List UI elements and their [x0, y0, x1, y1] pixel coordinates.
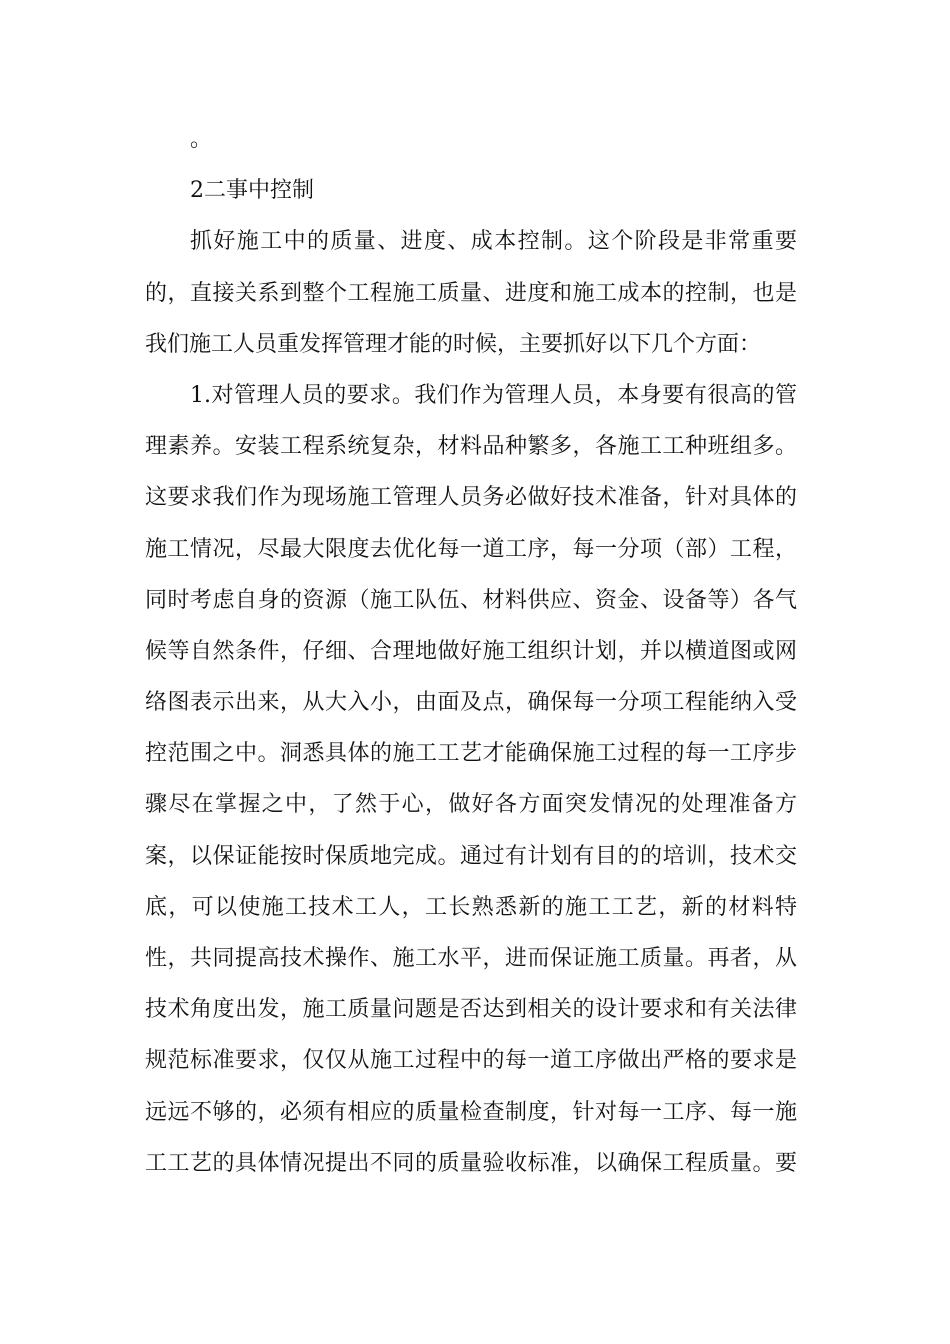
text-line: 的，直接关系到整个工程施工质量、进度和施工成本的控制，也是 [145, 280, 797, 306]
text-line: 理素养。安装工程系统复杂，材料品种繁多，各施工工种班组多。 [145, 434, 797, 460]
text-line: 。 [190, 127, 213, 152]
text-line: 规范标准要求，仅仅从施工过程中的每一道工序做出严格的要求是 [145, 1048, 797, 1074]
text-line: 这要求我们作为现场施工管理人员务必做好技术准备，针对具体的 [145, 485, 797, 511]
text-line: 工工艺的具体情况提出不同的质量验收标准，以确保工程质量。要 [145, 1150, 797, 1176]
text-line: 控范围之中。洞悉具体的施工工艺才能确保施工过程的每一工序步 [145, 741, 797, 767]
text-line: 底，可以使施工技术工人，工长熟悉新的施工工艺，新的材料特 [145, 894, 797, 920]
section-heading: 2二事中控制 [190, 178, 314, 204]
text-line: 技术角度出发，施工质量问题是否达到相关的设计要求和有关法律 [145, 997, 797, 1023]
text-line: 案，以保证能按时保质地完成。通过有计划有目的的培训，技术交 [145, 843, 797, 869]
text-line: 远远不够的，必须有相应的质量检查制度，针对每一工序、每一施 [145, 1099, 797, 1125]
text-line: 我们施工人员重发挥管理才能的时候，主要抓好以下几个方面： [145, 331, 762, 357]
body-text [145, 114, 797, 1189]
text-line: 候等自然条件，仔细、合理地做好施工组织计划，并以横道图或网 [145, 638, 797, 664]
text-line: 施工情况，尽最大限度去优化每一道工序，每一分项（部）工程， [145, 536, 797, 562]
text-line: 同时考虑自身的资源（施工队伍、材料供应、资金、设备等）各气 [145, 587, 797, 613]
text-line: 1.对管理人员的要求。我们作为管理人员，本身要有很高的管 [190, 382, 797, 408]
text-line: 络图表示出来，从大入小，由面及点，确保每一分项工程能纳入受 [145, 690, 797, 716]
text-line: 性，共同提高技术操作、施工水平，进而保证施工质量。再者，从 [145, 946, 797, 971]
text-line: 抓好施工中的质量、进度、成本控制。这个阶段是非常重要 [190, 229, 797, 255]
text-line: 骤尽在掌握之中，了然于心，做好各方面突发情况的处理准备方 [145, 792, 797, 818]
